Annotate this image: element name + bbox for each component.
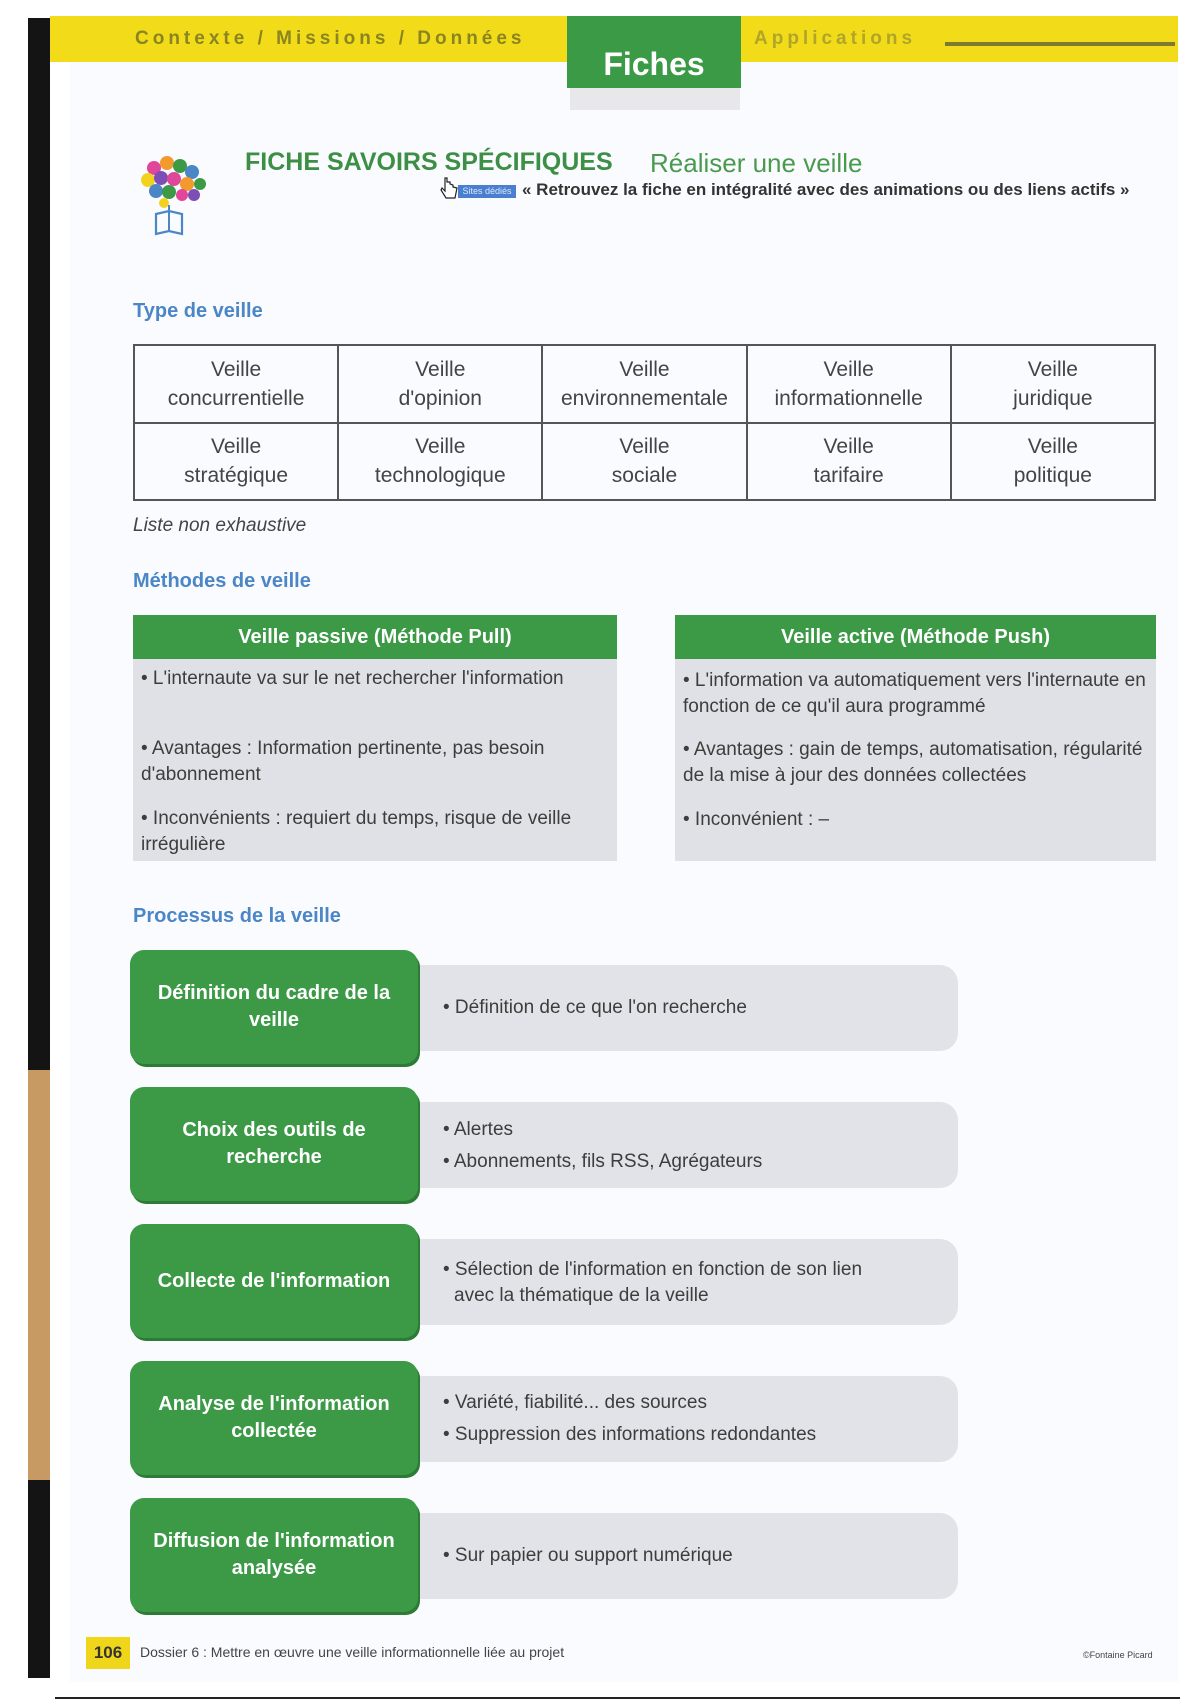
footer-credit: ©Fontaine Picard: [1083, 1650, 1153, 1660]
page-number: 106: [86, 1637, 130, 1669]
process-bullet: • Définition de ce que l'on recherche: [443, 997, 747, 1018]
fiche-title: FICHE SAVOIRS SPÉCIFIQUES: [245, 148, 613, 176]
method-active-box: [675, 615, 1156, 861]
bottom-rule: [55, 1697, 1180, 1699]
table-cell: Veille technologique: [338, 423, 542, 501]
process-step-details: [410, 965, 958, 1051]
table-cell: Veille stratégique: [134, 423, 338, 501]
table-cell: Veille politique: [951, 423, 1155, 501]
process-step-diffusion: Diffusion de l'information analysée: [130, 1498, 418, 1612]
table-cell: Veille tarifaire: [747, 423, 951, 501]
fiche-subtitle: Réaliser une veille: [650, 148, 863, 178]
process-bullet: avec la thématique de la veille: [454, 1285, 709, 1306]
table-cell: Veille concurrentielle: [134, 345, 338, 423]
process-step-collecte: Collecte de l'information: [130, 1224, 418, 1338]
method-item: • Inconvénient : –: [683, 809, 830, 830]
process-bullet: • Variété, fiabilité... des sources: [443, 1392, 707, 1413]
knowledge-logo-icon: [134, 150, 218, 240]
nav-rule: [945, 42, 1175, 46]
online-note: « Retrouvez la fiche en intégralité avec des animations ou des liens actifs »: [522, 180, 1130, 199]
nav-breadcrumb: Contexte / Missions / Données: [135, 28, 526, 49]
veille-types-table: [133, 344, 1156, 501]
process-step-details: [410, 1376, 958, 1462]
method-item: • L'internaute va sur le net rechercher l'information: [141, 668, 564, 689]
footer-dossier: Dossier 6 : Mettre en œuvre une veille informationnelle liée au projet: [140, 1644, 565, 1660]
method-item: • Avantages : gain de temps, automatisation, régularité de la mise à jour des données collectées: [683, 739, 1143, 786]
sites-badge[interactable]: Sites dédiés: [458, 185, 516, 198]
process-step-definition: Définition du cadre de la veille: [130, 950, 418, 1064]
table-row: [134, 423, 1155, 501]
table-cell: Veille informationnelle: [747, 345, 951, 423]
table-cell: Veille juridique: [951, 345, 1155, 423]
method-active-title: Veille active (Méthode Push): [675, 615, 1156, 659]
section-methodes: Méthodes de veille: [133, 570, 311, 592]
tab-shadow: [570, 88, 740, 110]
process-step-details: [410, 1513, 958, 1599]
process-step-outils: Choix des outils de recherche: [130, 1087, 418, 1201]
method-item: • Avantages : Information pertinente, pas besoin d'abonnement: [141, 738, 545, 785]
table-cell: Veille d'opinion: [338, 345, 542, 423]
process-step-details: [410, 1102, 958, 1188]
list-note: Liste non exhaustive: [133, 515, 307, 536]
tab-fiches: Fiches: [567, 16, 741, 88]
process-step-details: [410, 1239, 958, 1325]
section-type-veille: Type de veille: [133, 300, 263, 322]
method-passive-box: [133, 615, 617, 861]
process-bullet: • Alertes: [443, 1119, 514, 1140]
nav-applications: Applications: [754, 28, 917, 49]
method-item: • Inconvénients : requiert du temps, risque de veille irrégulière: [141, 808, 572, 855]
process-step-analyse: Analyse de l'information collectée: [130, 1361, 418, 1475]
table-cell: Veille sociale: [542, 423, 746, 501]
process-bullet: • Abonnements, fils RSS, Agrégateurs: [443, 1151, 763, 1172]
method-item: • L'information va automatiquement vers l'internaute en fonction de ce qu'il aura programmé: [683, 670, 1146, 717]
process-bullet: • Sur papier ou support numérique: [443, 1545, 733, 1566]
section-processus: Processus de la veille: [133, 905, 341, 927]
process-bullet: • Suppression des informations redondantes: [443, 1424, 817, 1445]
hand-cursor-icon: [440, 176, 460, 207]
table-cell: Veille environnementale: [542, 345, 746, 423]
table-row: [134, 345, 1155, 423]
book-spine-edge: [28, 1070, 50, 1480]
method-passive-title: Veille passive (Méthode Pull): [133, 615, 617, 659]
process-bullet: • Sélection de l'information en fonction de son lien: [443, 1259, 863, 1280]
